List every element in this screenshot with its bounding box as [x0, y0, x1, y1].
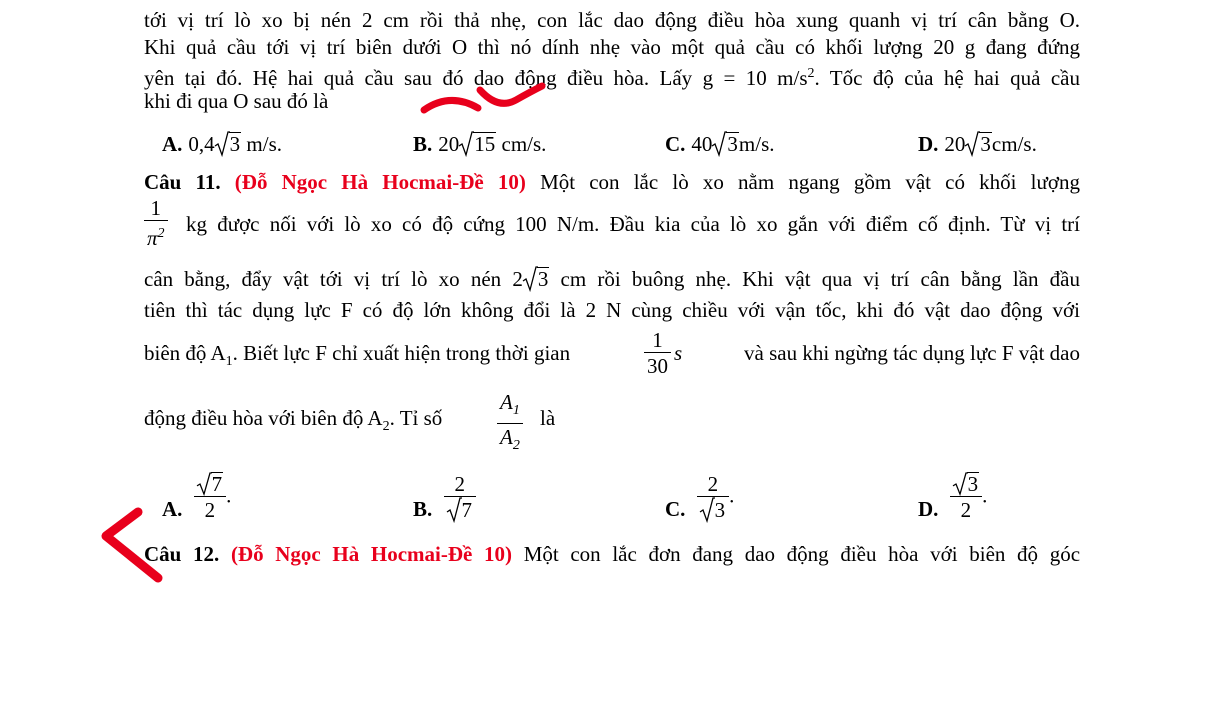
ratio-a1-over-a2: $\frac{A_1}{A_2}$: [497, 390, 523, 459]
q11-label: Câu 11.: [144, 170, 221, 194]
q10-option-a[interactable]: A. 0,4 3 m/s.: [162, 132, 283, 156]
q11-option-a[interactable]: A. $\frac{7}{2}$ .: [162, 472, 232, 522]
sqrt-sign: 15: [459, 131, 496, 157]
q11-line-6-tail: là: [540, 406, 556, 430]
fraction-1-over-pi2: $\frac{1}{\pi^2}$: [144, 196, 168, 251]
q10-option-b[interactable]: B. 20 15 cm/s.: [413, 132, 547, 156]
sqrt-sign: 3: [965, 131, 992, 157]
q11-line-1: Câu 11. (Đỗ Ngọc Hà Hocmai-Đề 10) Một con lắc lò xo nằm ngang gồm vật có khối lượng: [144, 170, 1080, 194]
unit-s: s: [674, 341, 683, 365]
sqrt-sign: 3: [523, 266, 550, 292]
fraction-1-over-30: $\frac{1}{30}$: [644, 328, 671, 379]
q11-option-b[interactable]: B. $\frac{2}{7}$: [413, 472, 476, 523]
q11-line-4: tiên thì tác dụng lực F có độ lớn không đổi là 2 N cùng chiều với vận tốc, khi đó vật dao động với: [144, 298, 1080, 322]
q10-option-c[interactable]: C. 40 3m/s.: [665, 132, 775, 156]
q12-line-1: Câu 12. (Đỗ Ngọc Hà Hocmai-Đề 10) Một con lắc đơn đang dao động điều hòa với biên độ góc: [144, 542, 1081, 566]
q11-line-2-text: kg được nối với lò xo có độ cứng 100 N/m. Đầu kia của lò xo gắn với điểm cố định. Từ vị trí: [186, 212, 1080, 236]
text-line-4: khi đi qua O sau đó là: [144, 89, 329, 113]
q11-line-6: động điều hòa với biên độ $A_2$. Tỉ số: [144, 406, 443, 435]
q11-line-5: biên độ $A_1$. Biết lực F chỉ xuất hiện trong thời gian: [144, 341, 571, 370]
q11-source: (Đỗ Ngọc Hà Hocmai-Đề 10): [234, 170, 526, 194]
q12-source: (Đỗ Ngọc Hà Hocmai-Đề 10): [230, 542, 513, 566]
q12-label: Câu 12.: [144, 542, 220, 566]
text-line-3: yên tại đó. Hệ hai quả cầu sau đó dao động điều hòa. Lấy g = 10 $m/s^2$. Tốc độ của hệ hai quả cầu: [144, 66, 1080, 90]
q11-option-c[interactable]: C. $\frac{2}{3}$ .: [665, 472, 735, 522]
text-line-1: tới vị trí lò xo bị nén 2 cm rồi thả nhẹ, con lắc dao động điều hòa xung quanh vị trí cân bằng O.: [144, 8, 1080, 32]
text-line-2: Khi quả cầu tới vị trí biên dưới O thì nó dính nhẹ vào một quả cầu có khối lượng 20 g đang đứng: [144, 35, 1080, 59]
q11-line-5-tail: và sau khi ngừng tác dụng lực F vật dao: [744, 341, 1080, 365]
sqrt-sign: 3: [215, 131, 242, 157]
q10-option-d[interactable]: D. 20 3cm/s.: [918, 132, 1037, 156]
sqrt-sign: 3: [712, 131, 739, 157]
q11-line-3: cân bằng, đẩy vật tới vị trí lò xo nén 2 3 cm rồi buông nhẹ. Khi vật qua vị trí cân bằng lần đầu: [144, 267, 1081, 291]
q11-option-d[interactable]: D. $\frac{3}{2}$ .: [918, 472, 988, 522]
